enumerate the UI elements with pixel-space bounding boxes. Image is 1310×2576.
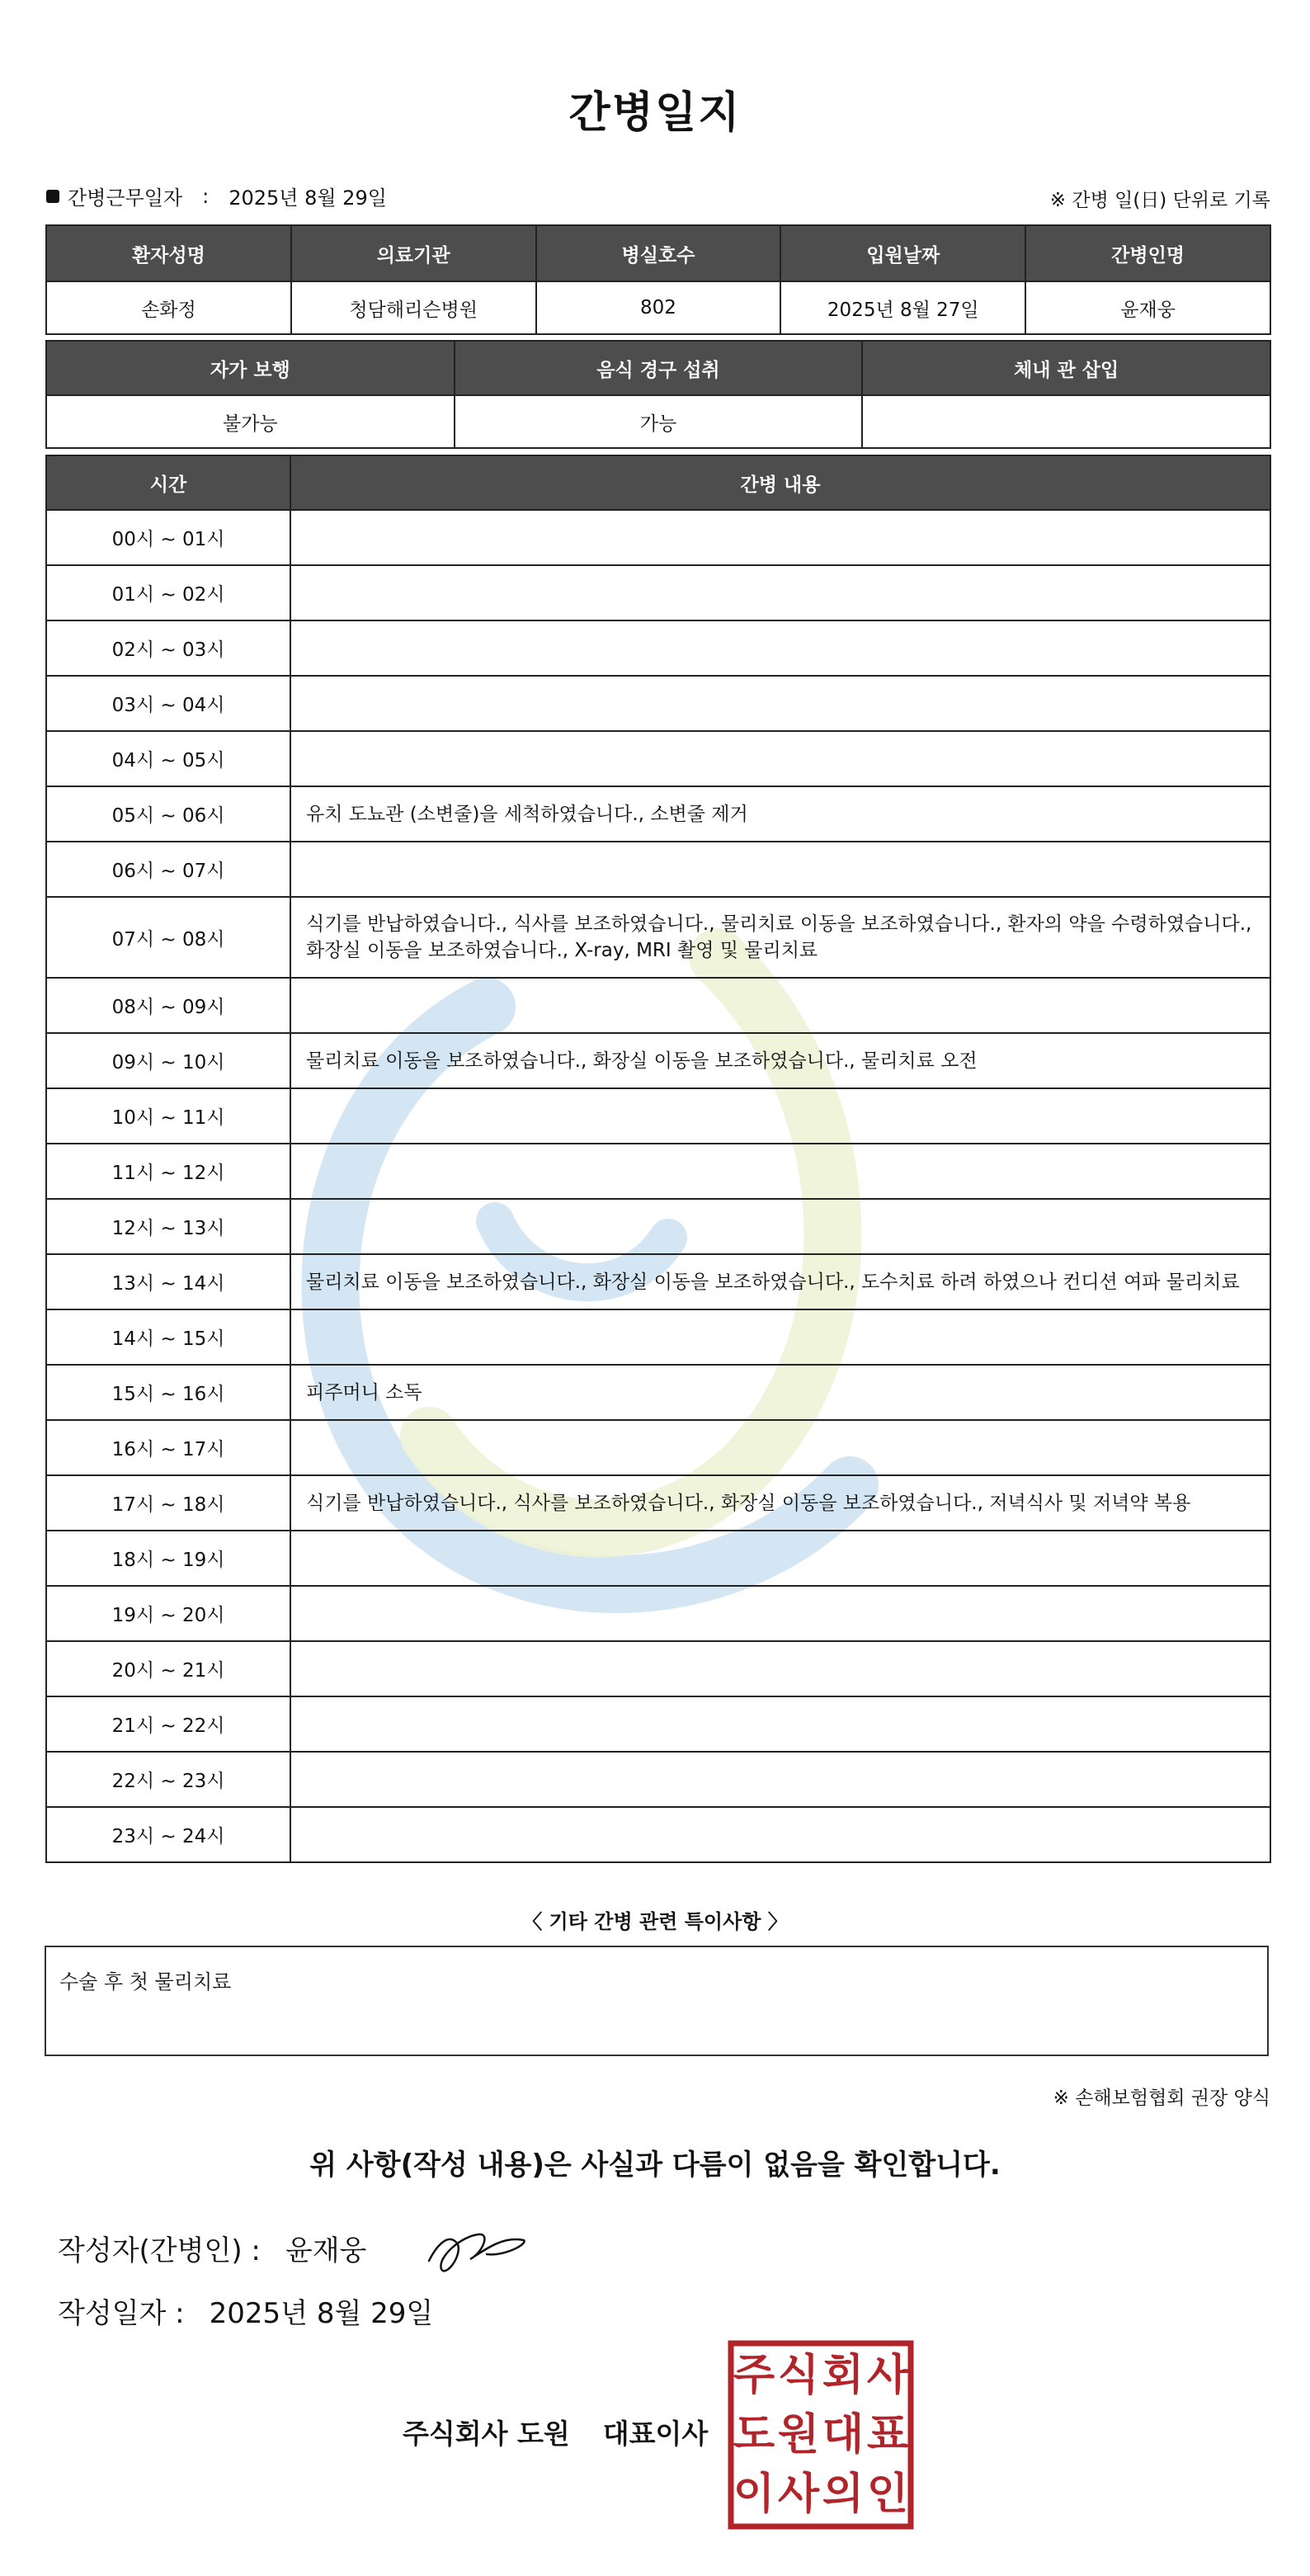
seal-character: 표 (866, 2410, 909, 2460)
table-row (46, 731, 1270, 786)
table-row (46, 676, 1270, 731)
header-time: 시간 (46, 455, 290, 510)
header-room: 병실호수 (536, 225, 781, 281)
seal-character: 사 (866, 2351, 909, 2400)
care-note-cell (290, 676, 1270, 731)
company-role: 대표이사 (602, 2418, 709, 2450)
time-cell: 05시 ~ 06시 (46, 786, 290, 842)
table-row (46, 1309, 1270, 1365)
care-note-cell (290, 1199, 1270, 1254)
table-row (46, 620, 1270, 676)
table-row (46, 1033, 1270, 1088)
table-row (46, 565, 1270, 620)
care-note-cell (290, 1088, 1270, 1144)
table-row (46, 897, 1270, 978)
time-cell: 18시 ~ 19시 (46, 1531, 290, 1586)
table-row (46, 1752, 1270, 1807)
patient-status-table (45, 340, 1271, 449)
table-row (46, 1696, 1270, 1752)
hospital-name: 청담해리슨병원 (291, 281, 536, 334)
seal-character: 의 (822, 2470, 865, 2519)
time-cell: 01시 ~ 02시 (46, 565, 290, 620)
care-note-cell (290, 1586, 1270, 1641)
time-cell: 10시 ~ 11시 (46, 1088, 290, 1144)
company-name: 주식회사 도원 (403, 2418, 570, 2450)
time-cell: 11시 ~ 12시 (46, 1144, 290, 1199)
seal-character: 회 (822, 2351, 865, 2400)
time-cell: 15시 ~ 16시 (46, 1365, 290, 1420)
signature-icon (412, 2211, 536, 2286)
care-note-cell (290, 842, 1270, 897)
table-row (46, 1365, 1270, 1420)
seal-character: 인 (866, 2470, 909, 2519)
table-row (46, 1586, 1270, 1641)
header-care-content: 간병 내용 (290, 455, 1270, 510)
time-cell: 19시 ~ 20시 (46, 1586, 290, 1641)
time-cell: 22시 ~ 23시 (46, 1752, 290, 1807)
seal-character: 주 (733, 2351, 775, 2400)
header-oral-intake: 음식 경구 섭취 (455, 341, 863, 395)
table-row (46, 1199, 1270, 1254)
writer-line (58, 2228, 366, 2268)
seal-character: 사 (777, 2470, 820, 2519)
time-cell: 02시 ~ 03시 (46, 620, 290, 676)
caregiver-name: 윤재웅 (1025, 281, 1270, 334)
time-cell: 00시 ~ 01시 (46, 510, 290, 565)
seal-character: 이 (733, 2470, 775, 2519)
header-patient-name: 환자성명 (46, 225, 291, 281)
time-cell: 04시 ~ 05시 (46, 731, 290, 786)
care-note-cell (290, 510, 1270, 565)
patient-info-table (45, 224, 1271, 335)
written-date-label: 작성일자 : (58, 2297, 185, 2330)
care-note-cell: 유치 도뇨관 (소변줄)을 세척하였습니다., 소변줄 제거 (290, 786, 1270, 842)
header-walking: 자가 보행 (46, 341, 455, 395)
care-note-cell: 피주머니 소독 (290, 1365, 1270, 1420)
time-cell: 16시 ~ 17시 (46, 1420, 290, 1475)
care-note-cell (290, 565, 1270, 620)
work-date-value: 2025년 8월 29일 (229, 186, 387, 210)
time-cell: 12시 ~ 13시 (46, 1199, 290, 1254)
table-row (46, 510, 1270, 565)
care-note-cell (290, 1807, 1270, 1862)
work-date-separator: : (202, 184, 210, 208)
seal-character: 도 (733, 2410, 775, 2460)
care-note-cell (290, 1309, 1270, 1365)
time-cell: 08시 ~ 09시 (46, 978, 290, 1033)
care-note-cell (290, 1752, 1270, 1807)
oral-intake-status: 가능 (455, 395, 863, 448)
header-hospital: 의료기관 (291, 225, 536, 281)
table-row (46, 1144, 1270, 1199)
table-row (46, 1807, 1270, 1862)
time-cell: 23시 ~ 24시 (46, 1807, 290, 1862)
time-cell: 17시 ~ 18시 (46, 1475, 290, 1531)
care-note-cell (290, 1641, 1270, 1696)
writer-name: 윤재웅 (285, 2234, 367, 2267)
seal-character: 식 (777, 2351, 820, 2400)
table-row (46, 1088, 1270, 1144)
time-cell: 06시 ~ 07시 (46, 842, 290, 897)
care-note-cell: 물리치료 이동을 보조하였습니다., 화장실 이동을 보조하였습니다., 도수치료 하려 하였으나 컨디션 여파 물리치료 (290, 1254, 1270, 1309)
header-admission-date: 입원날짜 (780, 225, 1025, 281)
written-date-value: 2025년 8월 29일 (209, 2297, 434, 2330)
time-cell: 21시 ~ 22시 (46, 1696, 290, 1752)
table-row (46, 978, 1270, 1033)
care-note-cell (290, 731, 1270, 786)
header-caregiver: 간병인명 (1025, 225, 1270, 281)
care-note-cell: 식기를 반납하였습니다., 식사를 보조하였습니다., 화장실 이동을 보조하였습니다., 저녁식사 및 저녁약 복용 (290, 1475, 1270, 1531)
care-note-cell (290, 1696, 1270, 1752)
table-row (46, 1420, 1270, 1475)
work-date (46, 182, 387, 210)
walking-status: 불가능 (46, 395, 455, 448)
seal-character: 대 (822, 2410, 865, 2460)
care-note-cell (290, 1420, 1270, 1475)
daily-record-note: ※ 간병 일(日) 단위로 기록 (1049, 190, 1270, 211)
table-row (46, 1641, 1270, 1696)
care-note-cell (290, 1144, 1270, 1199)
admission-date: 2025년 8월 27일 (780, 281, 1025, 334)
patient-name: 손화정 (46, 281, 291, 334)
care-note-cell (290, 620, 1270, 676)
care-note-cell (290, 1531, 1270, 1586)
tube-insertion-status (862, 395, 1270, 448)
time-cell: 09시 ~ 10시 (46, 1033, 290, 1088)
table-row (46, 1254, 1270, 1309)
written-date-line (58, 2291, 433, 2331)
room-number: 802 (536, 281, 781, 334)
care-note-cell (290, 978, 1270, 1033)
writer-label: 작성자(간병인) : (58, 2234, 261, 2267)
company-line (403, 2413, 708, 2451)
company-seal-icon (728, 2340, 914, 2530)
page-title: 간병일지 (568, 88, 742, 138)
seal-character: 원 (777, 2410, 820, 2460)
time-cell: 14시 ~ 15시 (46, 1309, 290, 1365)
confirmation-statement: 위 사항(작성 내용)은 사실과 다름이 없음을 확인합니다. (309, 2149, 1001, 2182)
table-row (46, 842, 1270, 897)
table-row (46, 1475, 1270, 1531)
remarks-box: 수술 후 첫 물리치료 (45, 1946, 1269, 2056)
time-cell: 20시 ~ 21시 (46, 1641, 290, 1696)
remarks-title: 〈 기타 간병 관련 특이사항 〉 (522, 1910, 788, 1933)
care-log-table (45, 455, 1271, 1863)
time-cell: 13시 ~ 14시 (46, 1254, 290, 1309)
time-cell: 07시 ~ 08시 (46, 897, 290, 978)
table-row (46, 786, 1270, 842)
care-note-cell: 식기를 반납하였습니다., 식사를 보조하였습니다., 물리치료 이동을 보조하였습니다., 환자의 약을 수령하였습니다., 화장실 이동을 보조하였습니다., X-ray, MRI 촬영 및 물리치료 (290, 897, 1270, 978)
header-tube-insertion: 체내 관 삽입 (862, 341, 1270, 395)
work-date-label: 간병근무일자 (68, 186, 183, 210)
table-row (46, 1531, 1270, 1586)
time-cell: 03시 ~ 04시 (46, 676, 290, 731)
recommend-note: ※ 손해보험협회 권장 양식 (1053, 2088, 1270, 2109)
bullet-icon (46, 190, 59, 203)
care-note-cell: 물리치료 이동을 보조하였습니다., 화장실 이동을 보조하였습니다., 물리치료 오전 (290, 1033, 1270, 1088)
